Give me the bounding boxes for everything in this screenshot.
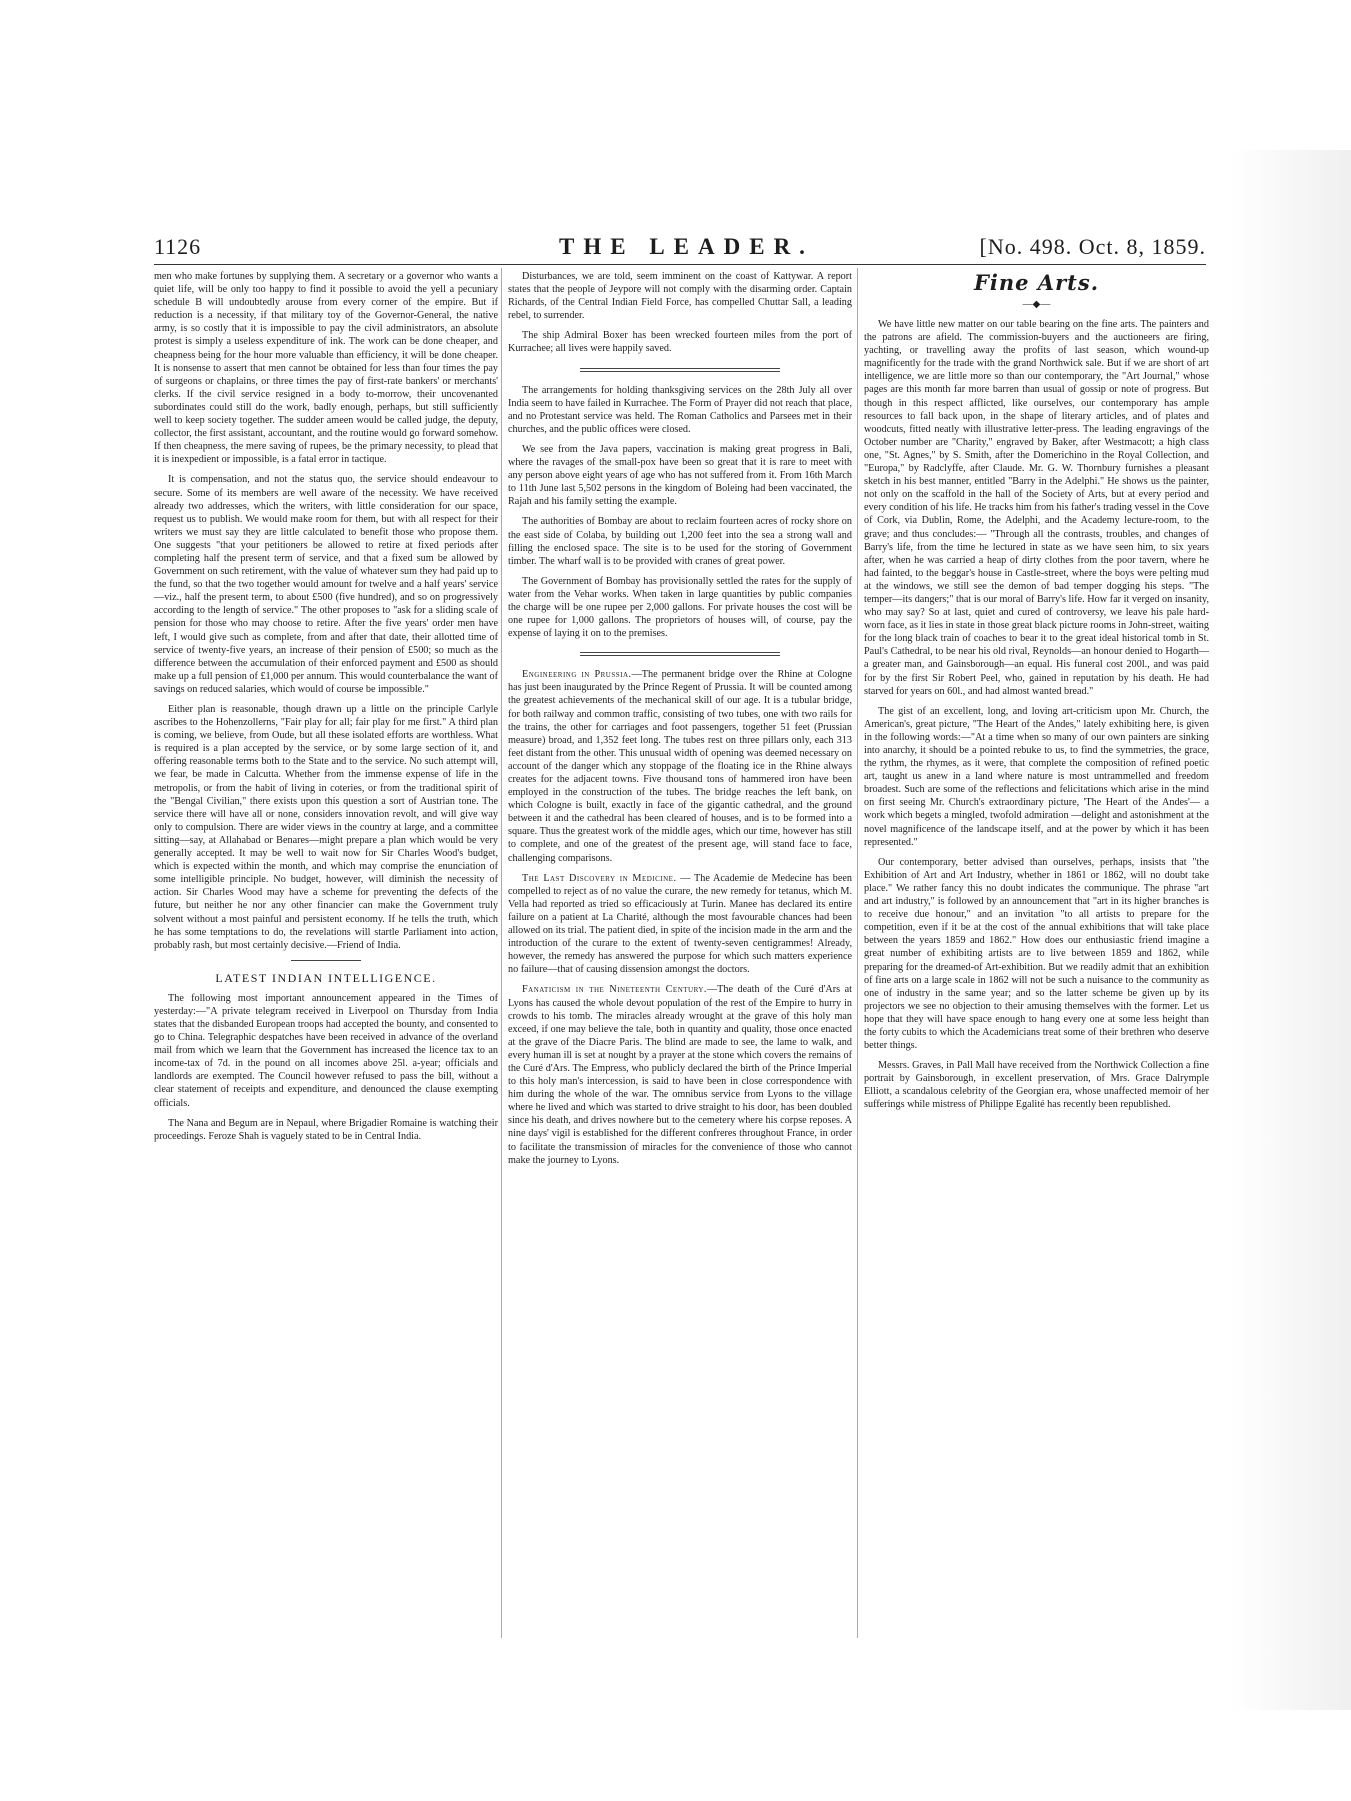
page-number: 1126 <box>154 234 202 259</box>
article-paragraph: It is compensation, and not the status quo, the service should endeavour to secure. Some of its members are well aware of the necessity. We have received already two addresses, which the writers, with little consideration for our space, request us to publish. We would make room for them, but with all respect for their writers we must say they are little calculated to benefit those who propose them. One suggests "that your petitioners be allowed to retire at fixed periods after completing half the present term of service, and that a fixed sum be allowed by Government on such retirement, with the value of whatever sum they had paid up to the fund, so that the two together would amount for twelve and a half years' service—viz., half the present term, to about £500 (five hundred), and so on progressively according to the length of service." The other proposes to "ask for a sliding scale of pension for those who may choose to retire. After the five years' order men have left, I would give such as complete, from and after that date, their allotted time of service of twenty-five years, an increase of their pension of £500; so much as the difference between the accumulation of their enforced payment and £500 as should make up a full pension of £1,000 per annum. This would counterbalance the want of savings on reduced salaries, which would of course be impossible." <box>154 474 498 695</box>
section-rule <box>291 960 361 961</box>
paragraph-lead: Engineering in Prussia. <box>522 669 632 681</box>
ornament-divider: —◆— <box>1022 299 1051 310</box>
newspaper-title: THE LEADER. <box>559 234 814 259</box>
paragraph-lead: The Last Discovery in Medicine. <box>522 872 677 884</box>
paragraph-body: —The death of the Curé d'Ars at Lyons has caused the whole devout population of the rest of the Empire to hurry in crowds to his tomb. The miracles already wrought at the grave of this holy man exceed, if one may believe the tale, both in quantity and quality, those once enacted at the grave of the Diacre Paris. The blind are made to see, the lame to walk, and every human ill is set at nought by a prayer at the stone which covers the remains of the Curé d'Ars. The Empress, who publicly declared the birth of the Prince Imperial to this holy man's intercession, is said to have been in close correspondence with him during the whole of the war. The omnibus service from Lyons to the village where he lived and which was started to drive straight to his door, has been doubled since his death, and drives nowhere but to the cemetery where his corpse reposes. A nine days' vigil is established for the different confreres throughout France, in order to facilitate the transmission of miracles for the convenience of those who cannot make the journey to Lyons. <box>508 984 852 1166</box>
paragraph-lead: Fanaticism in the Nineteenth Century. <box>522 984 707 996</box>
article-paragraph: The gist of an excellent, long, and loving art-criticism upon Mr. Church, the American's, great picture, "The Heart of the Andes," lately exhibiting here, is given in the following words:—"At a time when so many of our own painters are sinking into anarchy, it should be a pointed rebuke to us, to find the symmetries, the grace, the rythm, the rhymes, as it were, that complete the composition of refined poetic art, taught us anew in a land where nature is most untrammelled and freedom broadest. Such are some of the reflections and felicitations which arise in the mind on first seeing Mr. Church's extraordinary picture, 'The Heart of the Andes'— a work which begets a mingled, twofold admiration —delight and astonishment at the novel magnificence of the landscape itself, and at the power by which it has been represented." <box>864 705 1209 848</box>
article-paragraph: Messrs. Graves, in Pall Mall have received from the Northwick Collection a fine portrait by Gainsborough, in excellent preservation, of Mrs. Grace Dalrymple Elliott, a scandalous celebrity of the Georgian era, whose unaffected memoir of her sufferings while mistress of Philippe Egalité has recently been republished. <box>864 1060 1209 1111</box>
column-3 <box>864 270 1209 1112</box>
article-paragraph: Our contemporary, better advised than ourselves, perhaps, insists that "the Exhibition of Art and Art Industry, whether in 1861 or 1862, will no doubt take place." We rather fancy this no doubt indicates the communique. The phrase "art and art industry," is followed by an announcement that "art in its higher branches is to receive due honour," and an invitation "to all artists to prepare for the competition, even if it be at the cost of the annual exhibitions that will take place between the years 1859 and 1862." How does our enthusiastic friend imagine a great number of exhibiting artists are to live between 1859 and 1862, while preparing for the dreamed-of Art-exhibition. But we readily admit that an exhibition of fine arts on a large scale in 1862 will not be such a nuisance to the community as one of industry in the same year; and so the latter scheme be given up by its projectors we see no objection to their amusing themselves with the former. Let us hope that they will have space enough to hang every one at some less height than the forty cubits to which the Academicians treat some of their brethren who deserve better things. <box>864 856 1209 1052</box>
article-paragraph: The authorities of Bombay are about to reclaim fourteen acres of rocky shore on the east side of Colaba, by building out 1,200 feet into the sea a strong wall and filling the enclosed space. The site is to be used for the storing of Government timber. The wharf wall is to be provided with cranes of great power. <box>508 516 852 567</box>
column-2 <box>508 270 852 1167</box>
article-paragraph: The Government of Bombay has provisionally settled the rates for the supply of water from the Vehar works. When taken in large quantities by public companies the charge will be one rupee per 2,000 gallons. For private houses the cost will be one rupee for 1,000 gallons. The proprietors of houses will, of course, pay the expense of laying it on to the premises. <box>508 575 852 640</box>
article-paragraph <box>508 872 852 977</box>
article-paragraph: men who make fortunes by supplying them. A secretary or a governor who wants a quiet life, will be only too happy to find it possible to avoid the yell a pecuniary schedule B will undoubtedly arouse from every corner of the empire. But if reduction is a necessity, if that military toy of the Governor-General, the native army, is so costly that it is impossible to pay the civil administrators, an absolute protest is simply a useless expenditure of ink. The work can be done cheaper, and cheapness being for the hour more valuable than efficiency, it will be done cheaper. It is nonsense to assert that men cannot be obtained for less than four times the pay of surgeons or chaplains, or three times the pay of first-rate bankers' or merchants' clerks. If the civil service resigned in a body to-morrow, their uncovenanted subordinates could still do the work, badly enough, perhaps, but still sufficiently well to keep society together. The sudder ameen would be called judge, the deputy, collector, the first assistant, accountant, and the routine would go forward somehow. If then cheapness, the mere saving of rupees, be the primary necessity, to plead that it is inexpedient or impossible, is a fatal error in tactique. <box>154 271 498 466</box>
paragraph-body: — The Academie de Medecine has been compelled to reject as of no value the curare, the new remedy for tetanus, which M. Vella had reported as tried so efficaciously at Turin. Manee has declared its entire failure on a patient at La Charité, although the most favourable chances had been allowed on its trial. The patient died, in spite of the incision made in the arm and the introduction of the curare to the extent of twenty-seven centigrammes! Already, however, the remedy has answered the purpose for which such matters experience no failure—that of causing dissension amongst the doctors. <box>508 872 852 976</box>
article-paragraph: The following most important announcement appeared in the Times of yesterday:—"A private telegram received in Liverpool on Thursday from India states that the disbanded European troops had accepted the bounty, and consented to go to China. Telegraphic despatches have been received in advance of the overland mail from which we learn that the Government has increased the licence tax to an income-tax of 7d. in the pound on all incomes above 25l. a-year; officials and landlords are exempted. The Council however refused to pass the bill, without a clear statement of receipts and expenditure, and denounced the clause exempting officials. <box>154 992 498 1109</box>
article-paragraph <box>508 668 852 864</box>
article-paragraph: The ship Admiral Boxer has been wrecked fourteen miles from the port of Kurrachee; all lives were happily saved. <box>508 330 852 355</box>
article-paragraph: Disturbances, we are told, seem imminent on the coast of Kattywar. A report states that the people of Jeypore will not comply with the disarming order. Captain Richards, of the Central Indian Field Force, has compelled Chuttar Sall, a leading rebel, to surrender. <box>508 271 852 322</box>
article-paragraph: We see from the Java papers, vaccination is making great progress in Bali, where the ravages of the small-pox have been so great that it is rare to meet with any person above eight years of age who has not suffered from it. From 16th March to 11th June last 5,502 persons in the kingdom of Boleing had been vaccinated, the Rajah and his family setting the example. <box>508 443 852 508</box>
article-paragraph <box>508 983 852 1166</box>
paragraph-body: —The permanent bridge over the Rhine at Cologne has just been inaugurated by the Prince Regent of Prussia. It will be counted among the greatest achievements of the mechanical skill of our age. It is a tubular bridge, for both railway and common traffic, consisting of two tubes, one with two rails for the trains, the other for carriages and foot passengers, together 51 feet (Prussian measure) broad, and 1,352 feet long. The tubes rest on three pillars only, each 313 feet distant from the other. This unusual width of opening was deemed necessary on account of the danger which any stoppage of the floating ice in the Rhine always creates for the adjacent towns. Five thousand tons of hammered iron have been employed in the construction of the tubes. The bridge reaches the left bank, on which Cologne is built, exactly in face of the gigantic cathedral, and the ground between it and the cathedral has been cleared of houses, and is to be formed into a square. Thus the greatest work of the middle ages, which our time, however has still to complete, and one of the greatest of the present age, will stand face to face, challenging comparisons. <box>508 669 852 864</box>
section-heading: Fine Arts. <box>973 270 1100 295</box>
section-rule <box>580 652 780 656</box>
section-rule <box>580 368 780 372</box>
column-divider <box>501 268 502 1638</box>
column-divider <box>857 268 858 1638</box>
section-heading: LATEST INDIAN INTELLIGENCE. <box>215 970 437 985</box>
column-1 <box>154 270 498 1143</box>
article-paragraph: We have little new matter on our table bearing on the fine arts. The painters and the patrons are afield. The commission-buyers and the auctioneers are firing, yachting, or travelling away the profits of last season, which wound-up magnificently for the trade with the grand Northwick sale. But if we are short of art intelligence, we are little more so than our contemporary, the "Art Journal," whose pages are this month far more barren than usual of gossip or note of progress. But though in this respect afflicted, like ourselves, our contemporary has ample resources to fall back upon, in the shape of literary articles, and of plates and woodcuts, fitted neatly with illustrative letter-press. The leading engravings of the October number are "Charity," engraved by Baker, after Westmacott; a high class one, "St. Agnes," by S. Smith, after the Domerichino in the Royal Collection, and "Europa," by Radclyffe, after Claude. Mr. G. W. Thornbury furnishes a pleasant sketch in his best manner, entitled "Barry in the Adelphi." He shows us the painter, not only on the scaffold in the hall of the Society of Arts, but at every period and every condition of his life. He tracks him from his father's trading vessel in the Cove of Cork, via Dublin, Rome, the Adelphi, and the Academy lecture-room, to the grave; and thus concludes:— "Through all the contrasts, troubles, and changes of Barry's life, from the time he lectured in state as we have seen him, to six years after, when he was carried a heap of dirty clothes from the poor tavern, where he had fainted, to the beggar's house in Castle-street, where the boys were pelting mud at the windows, we still see the demon of bad temper dogging his steps. "The temper—its dangers;" that is our moral of Barry's life. How far it verged on insanity, who may say? So at last, quiet and cured of controversy, we leave his pale hard-worn face, as it lies in state in those great black picture rooms in John-street, waiting for the long black train of coaches to bear it to the great ideal historical tomb in St. Paul's Cathedral, to be near his old rival, Reynolds—an honour denied to Hogarth—a greater man, and Gainsborough—an equal. His funeral cost 200l., and was paid for by the first Sir Robert Peel, who, gained in reputation by his death. He had starved for years on 60l., and had almost wanted bread." <box>864 319 1209 697</box>
scan-shadow <box>1231 150 1351 1710</box>
issue-date: [No. 498. Oct. 8, 1859. <box>979 234 1206 259</box>
article-paragraph: The Nana and Begum are in Nepaul, where Brigadier Romaine is watching their proceedings. Feroze Shah is vaguely stated to be in Central India. <box>154 1117 498 1142</box>
article-paragraph: The arrangements for holding thanksgiving services on the 28th July all over India seem to have failed in Kurrachee. The Form of Prayer did not reach that place, and no Protestant service was held. The Roman Catholics and Parsees met in their churches, and the public offices were closed. <box>508 384 852 435</box>
article-paragraph: Either plan is reasonable, though drawn up a little on the principle Carlyle ascribes to the Hohenzollerns, "Fair play for all; fair play for me first." A third plan is coming, we believe, from Oude, but all these isolated efforts are worthless. What is required is a plan accepted by the service, or by some large section of it, and offering reasonable terms both to the State and to the service. No such attempt will, we fear, be made in Calcutta. Whether from the immense expense of life in the metropolis, or from the habit of living in coteries, or from the traditional spirit of the "Bengal Civilian," there exists upon this question a sort of Austrian tone. The service there will have all or none, considers innovation revolt, and will give way only to compulsion. There are wider views in the country at large, and a committee sitting—say, at Allahabad or Benares—might prepare a plan which would be very generally accepted. It may be well to wait now for Sir Charles Wood's budget, which is expected within the month, and which may comprise the enunciation of some intelligible principle. No budget, however, will diminish the necessity of action. Sir Charles Wood may have a scheme for preventing the defects of the future, but neither he nor any other financier can make the Government truly solvent without a most painful and persistent economy. If he tells the truth, which he has some temptations to do, the revelations will startle Parliament into action, probably rash, but most certainly decisive.—Friend of India. <box>154 704 498 951</box>
page-header <box>154 234 1206 265</box>
